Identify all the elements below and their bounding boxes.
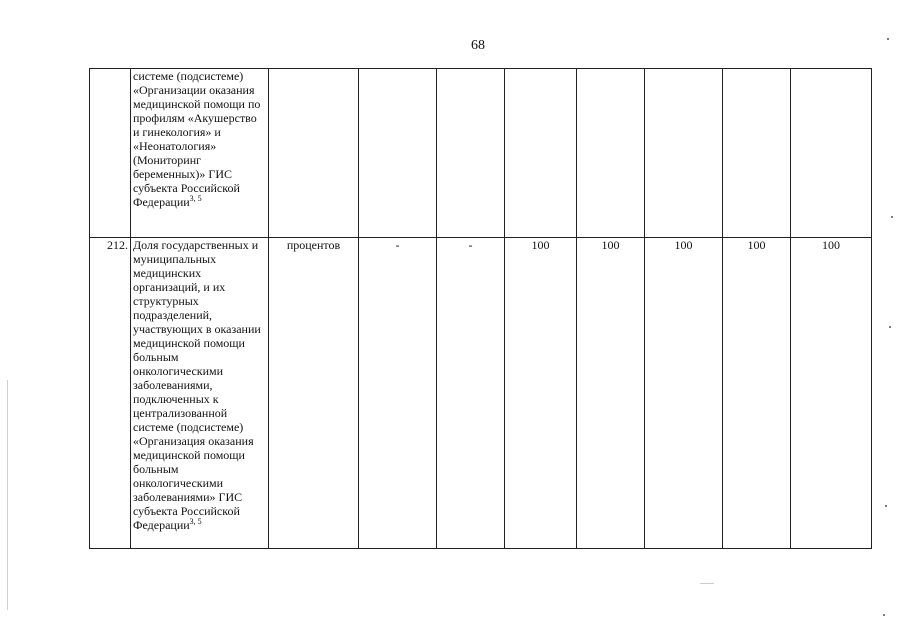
scan-speck: [885, 505, 887, 507]
indicator-text: Доля государственных и муниципальных медицинских организаций, и их структурных подразделений, участвующих в оказании медицинской помощи больным онкологическими заболеваниями, подключенных к централизованной системе (подсистеме) «Организация оказания медицинской помощи больным онкологическими заболеваниями» ГИС субъекта Российской Федерации: [133, 238, 261, 532]
value-cell: [791, 69, 872, 238]
value-cell: [645, 69, 723, 238]
value-cell: 100: [577, 238, 645, 549]
table-row: [90, 69, 872, 238]
indicators-table: [89, 68, 872, 549]
unit-cell: [269, 69, 359, 238]
indicator-text: системе (подсистеме) «Организации оказания медицинской помощи по профилям «Акушерство и гинекология» и «Неонатология» (Мониторинг беременных)» ГИС субъекта Российской Федерации: [133, 69, 261, 209]
value-cell: 100: [723, 238, 791, 549]
value-cell: -: [437, 238, 505, 549]
scan-speck: [883, 614, 885, 616]
value-cell: 100: [645, 238, 723, 549]
unit-cell: процентов: [269, 238, 359, 549]
table-row: [90, 238, 872, 549]
value-cell: [359, 69, 437, 238]
scan-speck: [887, 38, 889, 40]
value-cell: 100: [505, 238, 577, 549]
footnote-ref: 3, 5: [189, 517, 202, 526]
indicator-description: [131, 69, 269, 238]
scan-artifact-line: [7, 380, 8, 610]
value-cell: -: [359, 238, 437, 549]
indicator-description: [131, 238, 269, 549]
value-cell: [577, 69, 645, 238]
row-number: [90, 69, 131, 238]
value-cell: [505, 69, 577, 238]
footnote-ref: 3, 5: [189, 194, 202, 203]
value-cell: [723, 69, 791, 238]
row-number: 212.: [90, 238, 131, 549]
value-cell: [437, 69, 505, 238]
scan-speck: [891, 216, 893, 218]
page-number: 68: [471, 38, 485, 53]
value-cell: 100: [791, 238, 872, 549]
scan-artifact-line: [700, 583, 714, 584]
scan-speck: [889, 326, 891, 328]
